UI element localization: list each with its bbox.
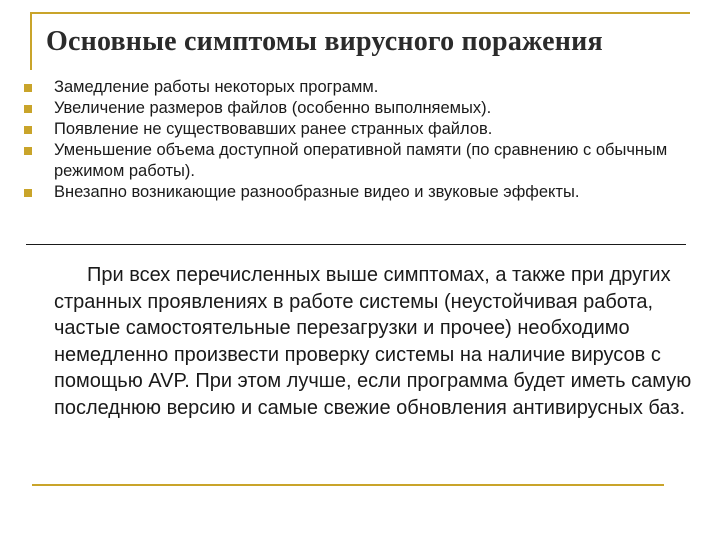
slide-title: Основные симптомы вирусного поражения (46, 26, 603, 57)
symptom-list (22, 77, 712, 203)
separator-line (26, 244, 686, 245)
square-bullet-icon (24, 147, 32, 155)
square-bullet-icon (24, 126, 32, 134)
list-item (22, 77, 712, 98)
list-item-text: Внезапно возникающие разнообразные видео и звуковые эффекты. (54, 183, 580, 201)
list-item (22, 98, 712, 119)
list-item (22, 182, 712, 203)
list-item (22, 119, 712, 140)
left-border-line (30, 12, 32, 70)
list-item (22, 140, 712, 182)
bottom-border-line (32, 484, 664, 486)
list-item-text: Появление не существовавших ранее странных файлов. (54, 120, 493, 138)
list-item-text: Уменьшение объема доступной оперативной памяти (по сравнению с обычным режимом работы). (54, 141, 668, 180)
square-bullet-icon (24, 105, 32, 113)
list-item-text: Увеличение размеров файлов (особенно выполняемых). (54, 99, 492, 117)
square-bullet-icon (24, 189, 32, 197)
list-item-text: Замедление работы некоторых программ. (54, 78, 379, 96)
top-border-line (30, 12, 690, 14)
advice-paragraph: При всех перечисленных выше симптомах, а также при других странных проявлениях в работе системы (неустойчивая работа, частые самостоятельные перезагрузки и прочее) необходимо немедленно произвести проверку системы на наличие вирусов с помощью AVP. При этом лучше, если программа будет иметь самую последнюю версию и самые свежие обновления антивирусных баз. (54, 264, 692, 419)
square-bullet-icon (24, 84, 32, 92)
